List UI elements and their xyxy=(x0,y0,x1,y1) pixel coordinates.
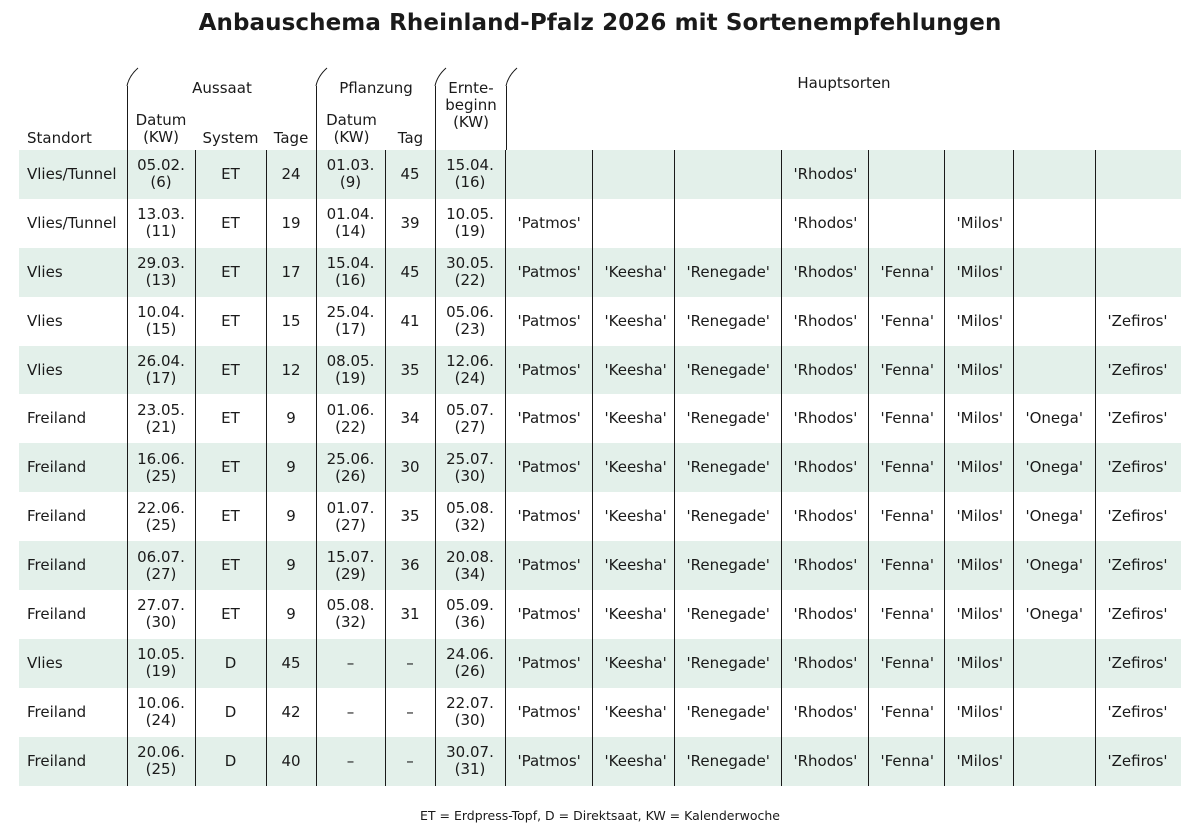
header-aussaat-datum: Datum (KW) xyxy=(135,111,187,146)
table-row xyxy=(19,590,1181,639)
cell-sorte: 'Rhodos' xyxy=(781,492,868,541)
cell-aussaat-datum: 27.07. (30) xyxy=(127,590,195,639)
cell-pflanzung-datum: 01.07. (27) xyxy=(316,492,385,541)
header-divider xyxy=(506,86,507,150)
cell-sorte: 'Onega' xyxy=(1013,492,1095,541)
cell-sorte: 'Patmos' xyxy=(505,639,592,688)
cell-standort: Vlies/Tunnel xyxy=(27,213,117,232)
cell-tag: 30 xyxy=(385,443,435,492)
cell-sorte: 'Rhodos' xyxy=(781,737,868,786)
cell-sorte xyxy=(592,150,674,199)
cell-sorte: 'Patmos' xyxy=(505,492,592,541)
cell-sorte: 'Patmos' xyxy=(505,394,592,443)
cell-tage: 17 xyxy=(266,248,316,297)
header-system: System xyxy=(202,129,259,147)
cell-pflanzung-datum: 05.08. (32) xyxy=(316,590,385,639)
cell-pflanzung-datum: – xyxy=(316,688,385,737)
table-row xyxy=(19,346,1181,395)
cell-standort: Vlies xyxy=(27,311,63,330)
cell-sorte: 'Milos' xyxy=(944,443,1013,492)
cell-sorte: 'Fenna' xyxy=(868,248,944,297)
anbauschema-table xyxy=(19,150,1181,786)
cell-sorte: 'Patmos' xyxy=(505,346,592,395)
cell-pflanzung-datum: 01.03. (9) xyxy=(316,150,385,199)
cell-sorte: 'Keesha' xyxy=(592,248,674,297)
cell-tage: 24 xyxy=(266,150,316,199)
cell-sorte: 'Renegade' xyxy=(674,297,781,346)
cell-sorte: 'Zefiros' xyxy=(1095,590,1181,639)
cell-standort: Vlies xyxy=(19,346,127,395)
cell-pflanzung-datum: 01.06. (22) xyxy=(316,394,385,443)
cell-tag: 35 xyxy=(385,346,435,395)
cell-tag: 41 xyxy=(385,297,435,346)
cell-tage: 40 xyxy=(266,737,316,786)
cell-sorte xyxy=(1013,688,1095,737)
table-row xyxy=(19,639,1181,688)
header-hauptsorten: Hauptsorten xyxy=(797,74,891,92)
cell-sorte: 'Fenna' xyxy=(868,346,944,395)
cell-sorte: 'Milos' xyxy=(944,346,1013,395)
cell-sorte xyxy=(868,199,944,248)
cell-tage: 42 xyxy=(266,688,316,737)
cell-sorte: 'Keesha' xyxy=(592,394,674,443)
cell-aussaat-datum: 10.04. (15) xyxy=(127,297,195,346)
cell-sorte: 'Patmos' xyxy=(505,248,592,297)
cell-sorte xyxy=(1095,199,1181,248)
cell-erntebeginn: 12.06. (24) xyxy=(435,346,505,395)
cell-tag: 39 xyxy=(385,199,435,248)
cell-sorte: 'Keesha' xyxy=(592,639,674,688)
cell-pflanzung-datum: 15.04. (16) xyxy=(316,248,385,297)
header-pflanzung-datum: Datum (KW) xyxy=(326,111,377,146)
cell-sorte: 'Renegade' xyxy=(674,737,781,786)
table-row xyxy=(19,541,1181,590)
cell-sorte xyxy=(674,150,781,199)
cell-tage: 12 xyxy=(266,346,316,395)
cell-sorte: 'Patmos' xyxy=(505,737,592,786)
cell-sorte: 'Onega' xyxy=(1013,541,1095,590)
footnote: ET = Erdpress-Topf, D = Direktsaat, KW = Kalenderwoche xyxy=(420,808,780,823)
cell-sorte xyxy=(1013,199,1095,248)
header-pflanzung: Pflanzung xyxy=(339,79,413,97)
cell-sorte: 'Keesha' xyxy=(592,688,674,737)
cell-sorte xyxy=(1013,150,1095,199)
cell-sorte xyxy=(1013,737,1095,786)
cell-standort: Vlies xyxy=(19,248,127,297)
cell-system: D xyxy=(195,688,266,737)
cell-sorte: 'Onega' xyxy=(1013,443,1095,492)
cell-sorte xyxy=(592,199,674,248)
cell-sorte xyxy=(944,150,1013,199)
cell-sorte xyxy=(1095,248,1181,297)
cell-sorte xyxy=(674,199,781,248)
cell-standort: Freiland xyxy=(19,541,127,590)
cell-system: ET xyxy=(195,541,266,590)
cell-aussaat-datum: 10.06. (24) xyxy=(127,688,195,737)
cell-tag: 35 xyxy=(385,492,435,541)
cell-tage: 9 xyxy=(266,394,316,443)
cell-sorte: 'Milos' xyxy=(944,541,1013,590)
cell-sorte: 'Rhodos' xyxy=(781,346,868,395)
cell-aussaat-datum: 16.06. (25) xyxy=(127,443,195,492)
cell-sorte: 'Milos' xyxy=(944,688,1013,737)
cell-sorte: 'Patmos' xyxy=(505,688,592,737)
cell-sorte: 'Renegade' xyxy=(674,443,781,492)
cell-sorte: 'Keesha' xyxy=(592,346,674,395)
cell-sorte: 'Fenna' xyxy=(868,639,944,688)
cell-sorte: 'Milos' xyxy=(944,248,1013,297)
cell-sorte: 'Fenna' xyxy=(868,443,944,492)
cell-aussaat-datum: 26.04. (17) xyxy=(127,346,195,395)
cell-erntebeginn: 25.07. (30) xyxy=(435,443,505,492)
table-row xyxy=(19,443,1181,492)
cell-standort: Freiland xyxy=(19,737,127,786)
cell-pflanzung-datum: 25.06. (26) xyxy=(316,443,385,492)
cell-system: ET xyxy=(195,297,266,346)
table-row xyxy=(19,737,1181,786)
header-erntebeginn: Ernte- beginn (KW) xyxy=(445,79,497,131)
cell-pflanzung-datum: 01.04. (14) xyxy=(316,199,385,248)
cell-sorte: 'Patmos' xyxy=(505,590,592,639)
cell-sorte: 'Milos' xyxy=(944,394,1013,443)
cell-sorte xyxy=(868,150,944,199)
cell-tage: 15 xyxy=(266,297,316,346)
cell-tag: 45 xyxy=(385,248,435,297)
cell-erntebeginn: 05.09. (36) xyxy=(435,590,505,639)
cell-standort: Freiland xyxy=(27,409,87,428)
cell-erntebeginn: 24.06. (26) xyxy=(435,639,505,688)
cell-pflanzung-datum: 15.07. (29) xyxy=(316,541,385,590)
cell-sorte: 'Renegade' xyxy=(674,688,781,737)
cell-system: ET xyxy=(195,346,266,395)
cell-aussaat-datum: 29.03. (13) xyxy=(127,248,195,297)
cell-sorte: 'Renegade' xyxy=(674,590,781,639)
cell-sorte: 'Milos' xyxy=(944,199,1013,248)
cell-sorte: 'Fenna' xyxy=(868,541,944,590)
cell-sorte: 'Rhodos' xyxy=(781,248,868,297)
cell-sorte: 'Zefiros' xyxy=(1095,297,1181,346)
cell-sorte: 'Rhodos' xyxy=(781,150,868,199)
cell-sorte: 'Fenna' xyxy=(868,297,944,346)
cell-tag: 45 xyxy=(385,150,435,199)
cell-sorte: 'Renegade' xyxy=(674,394,781,443)
cell-tag: – xyxy=(385,737,435,786)
cell-pflanzung-datum: – xyxy=(316,639,385,688)
cell-sorte: 'Zefiros' xyxy=(1095,346,1181,395)
cell-tag: 36 xyxy=(385,541,435,590)
cell-system: ET xyxy=(195,394,266,443)
cell-tage: 45 xyxy=(266,639,316,688)
cell-standort: Freiland xyxy=(27,507,87,526)
cell-sorte: 'Milos' xyxy=(944,639,1013,688)
cell-sorte: 'Milos' xyxy=(944,297,1013,346)
cell-system: ET xyxy=(195,443,266,492)
cell-system: ET xyxy=(195,492,266,541)
cell-tage: 9 xyxy=(266,443,316,492)
cell-sorte: 'Zefiros' xyxy=(1095,541,1181,590)
cell-aussaat-datum: 13.03. (11) xyxy=(127,199,195,248)
cell-sorte: 'Fenna' xyxy=(868,394,944,443)
cell-sorte: 'Fenna' xyxy=(868,590,944,639)
cell-system: D xyxy=(195,737,266,786)
cell-sorte xyxy=(1013,248,1095,297)
cell-sorte: 'Onega' xyxy=(1013,394,1095,443)
cell-erntebeginn: 22.07. (30) xyxy=(435,688,505,737)
cell-sorte: 'Patmos' xyxy=(505,199,592,248)
page-title: Anbauschema Rheinland-Pfalz 2026 mit Sortenempfehlungen xyxy=(198,10,1002,36)
table-row xyxy=(19,394,1181,443)
cell-sorte: 'Rhodos' xyxy=(781,688,868,737)
cell-erntebeginn: 05.07. (27) xyxy=(435,394,505,443)
cell-erntebeginn: 15.04. (16) xyxy=(435,150,505,199)
cell-sorte: 'Zefiros' xyxy=(1095,737,1181,786)
cell-sorte: 'Fenna' xyxy=(868,737,944,786)
cell-sorte: 'Milos' xyxy=(944,737,1013,786)
cell-sorte xyxy=(1095,150,1181,199)
cell-sorte: 'Keesha' xyxy=(592,492,674,541)
table-row xyxy=(19,199,1181,248)
cell-aussaat-datum: 23.05. (21) xyxy=(127,394,195,443)
cell-standort: Vlies/Tunnel xyxy=(19,150,127,199)
cell-system: ET xyxy=(195,199,266,248)
cell-sorte xyxy=(1013,346,1095,395)
cell-sorte: 'Zefiros' xyxy=(1095,394,1181,443)
cell-pflanzung-datum: 08.05. (19) xyxy=(316,346,385,395)
cell-pflanzung-datum: 25.04. (17) xyxy=(316,297,385,346)
cell-tag: – xyxy=(385,688,435,737)
cell-sorte: 'Patmos' xyxy=(505,541,592,590)
cell-aussaat-datum: 05.02. (6) xyxy=(127,150,195,199)
cell-standort: Freiland xyxy=(19,443,127,492)
cell-sorte: 'Keesha' xyxy=(592,443,674,492)
cell-tag: – xyxy=(385,639,435,688)
cell-sorte: 'Renegade' xyxy=(674,346,781,395)
cell-erntebeginn: 30.07. (31) xyxy=(435,737,505,786)
cell-aussaat-datum: 20.06. (25) xyxy=(127,737,195,786)
table-row xyxy=(19,150,1181,199)
cell-sorte: 'Rhodos' xyxy=(781,541,868,590)
cell-sorte: 'Renegade' xyxy=(674,492,781,541)
cell-pflanzung-datum: – xyxy=(316,737,385,786)
cell-erntebeginn: 05.08. (32) xyxy=(435,492,505,541)
cell-sorte: 'Keesha' xyxy=(592,541,674,590)
cell-erntebeginn: 20.08. (34) xyxy=(435,541,505,590)
cell-sorte: 'Zefiros' xyxy=(1095,443,1181,492)
cell-aussaat-datum: 22.06. (25) xyxy=(127,492,195,541)
table-row xyxy=(19,297,1181,346)
cell-aussaat-datum: 06.07. (27) xyxy=(127,541,195,590)
cell-sorte: 'Milos' xyxy=(944,590,1013,639)
table-body xyxy=(19,150,1181,786)
cell-standort: Vlies xyxy=(19,639,127,688)
cell-sorte xyxy=(505,150,592,199)
cell-sorte: 'Zefiros' xyxy=(1095,639,1181,688)
cell-sorte: 'Zefiros' xyxy=(1095,688,1181,737)
header-standort: Standort xyxy=(27,129,92,147)
cell-sorte: 'Keesha' xyxy=(592,297,674,346)
cell-sorte: 'Zefiros' xyxy=(1095,492,1181,541)
cell-sorte: 'Patmos' xyxy=(505,443,592,492)
table-row xyxy=(19,248,1181,297)
cell-standort: Freiland xyxy=(27,604,87,623)
cell-system: ET xyxy=(195,248,266,297)
header-aussaat: Aussaat xyxy=(192,79,252,97)
cell-sorte: 'Rhodos' xyxy=(781,590,868,639)
cell-tage: 9 xyxy=(266,492,316,541)
cell-sorte: 'Rhodos' xyxy=(781,297,868,346)
cell-sorte: 'Renegade' xyxy=(674,248,781,297)
cell-tage: 19 xyxy=(266,199,316,248)
cell-system: D xyxy=(195,639,266,688)
cell-sorte: 'Rhodos' xyxy=(781,639,868,688)
cell-sorte: 'Rhodos' xyxy=(781,443,868,492)
cell-tage: 9 xyxy=(266,541,316,590)
table-row xyxy=(19,688,1181,737)
cell-tage: 9 xyxy=(266,590,316,639)
cell-sorte: 'Rhodos' xyxy=(781,199,868,248)
cell-system: ET xyxy=(195,590,266,639)
cell-sorte: 'Onega' xyxy=(1013,590,1095,639)
cell-sorte: 'Patmos' xyxy=(505,297,592,346)
cell-standort: Freiland xyxy=(27,702,87,721)
header-tag: Tag xyxy=(397,129,424,147)
cell-sorte: 'Renegade' xyxy=(674,541,781,590)
cell-erntebeginn: 10.05. (19) xyxy=(435,199,505,248)
cell-sorte: 'Keesha' xyxy=(592,590,674,639)
cell-sorte: 'Fenna' xyxy=(868,688,944,737)
cell-sorte: 'Keesha' xyxy=(592,737,674,786)
cell-system: ET xyxy=(195,150,266,199)
cell-sorte xyxy=(1013,639,1095,688)
cell-tag: 31 xyxy=(385,590,435,639)
table-row xyxy=(19,492,1181,541)
cell-erntebeginn: 30.05. (22) xyxy=(435,248,505,297)
cell-aussaat-datum: 10.05. (19) xyxy=(127,639,195,688)
cell-sorte: 'Fenna' xyxy=(868,492,944,541)
cell-sorte: 'Renegade' xyxy=(674,639,781,688)
cell-erntebeginn: 05.06. (23) xyxy=(435,297,505,346)
cell-sorte: 'Rhodos' xyxy=(781,394,868,443)
cell-tag: 34 xyxy=(385,394,435,443)
cell-sorte xyxy=(1013,297,1095,346)
header-tage: Tage xyxy=(273,129,309,147)
cell-sorte: 'Milos' xyxy=(944,492,1013,541)
